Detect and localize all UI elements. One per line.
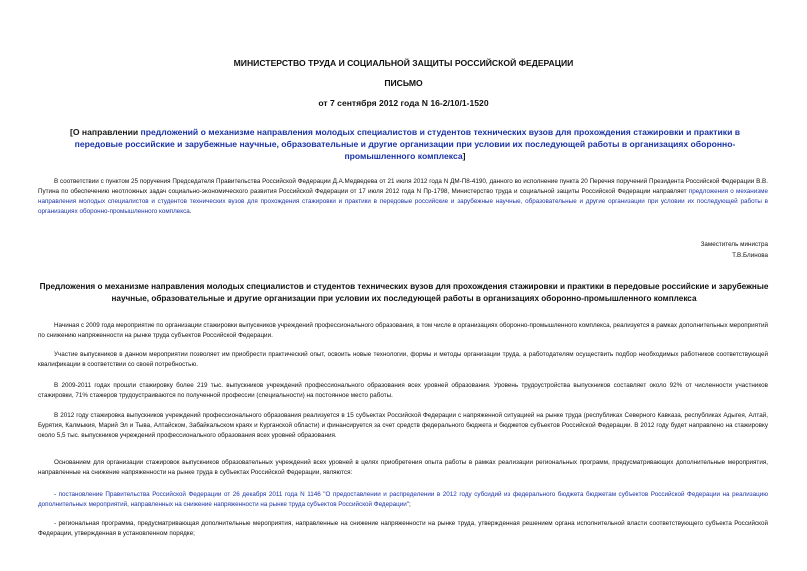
proposals-paragraph-1: Начиная с 2009 года мероприятие по организации стажировки выпускников учреждений профессионального образования, в том числе в организациях оборонно-промышленного комплекса, реализуется в рамках дополнительных мероприятий по снижению напряженности на рынке труда субъектов Российской Федерации.	[38, 322, 768, 339]
signature-block	[560, 239, 768, 261]
title-link[interactable]: предложений о механизме направления молодых специалистов и студентов технических вузов для прохождения стажировки и практики в передовые российские и зарубежные научные, образовательные и другие организации при условии их последующей работы в организациях оборонно-промышленного комплекса	[74, 127, 741, 161]
title-suffix: ]	[462, 151, 466, 161]
document-title	[50, 126, 760, 162]
proposals-list-item-decree	[38, 490, 768, 510]
intro-text: В соответствии с пунктом 25 поручения Председателя Правительства Российской Федерации Д.А.Медведева от 21 июля 2012 года N ДМ-П8-4190, данного во исполнение пункта 20 Перечня поручений Президента Российской Федерации В.В. Путина по обеспечению неотложных задач социально-экономического развития Российской Федерации от 17 июля 2012 года N Пр-1798, Министерство труда и социальной защиты Российской Федерации направляет	[38, 178, 768, 195]
proposals-paragraph-2: Участие выпускников в данном мероприятии позволяет им приобрести практический опыт, освоить новые технологии, формы и методы организации труда, а работодателям осуществить подбор необходимых работников соответствующей квалификации в соответствии со своей потребностью.	[38, 351, 768, 368]
document-type: ПИСЬМО	[384, 78, 423, 88]
signer-name: Т.В.Блинова	[732, 252, 768, 259]
list-dash: -	[54, 491, 59, 498]
proposals-paragraph-4: В 2012 году стажировка выпускников учреждений профессионального образования реализуется в 15 субъектах Российской Федерации с напряженной ситуацией на рынке труда (республиках Северного Кавказа, республиках Адыгея, Алтай, Бурятия, Калмыкия, Марий Эл и Тыва, Алтайском, Забайкальском краях и Курганской области) и финансируется за счет средств федерального бюджета и бюджетов субъектов Российской Федерации. В 2012 году будет направлено на стажировку около 5,5 тыс. выпускников учреждений профессионального образования всех уровней образования.	[38, 412, 768, 439]
proposals-paragraph-5: Основанием для организации стажировок выпускников образовательных учреждений всех уровней в целях приобретения опыта работы в рамках реализации региональных программ, предусматривающих дополнительные мероприятия, направленные на снижение напряженности на рынке труда в субъектах Российской Федерации, являются:	[38, 459, 768, 476]
intro-paragraph	[38, 177, 768, 217]
signer-position: Заместитель министра	[700, 241, 768, 248]
decree-link[interactable]: постановление Правительства Российской Федерации от 26 декабря 2011 года N 1146 "О предоставлении и распределении в 2012 году субсидий из федерального бюджета бюджетам субъектов Российской Федерации на реализацию дополнительных мероприятий, направленных на снижение напряженности на рынке труда субъектов Российской Федерации"	[38, 491, 768, 508]
ministry-heading: МИНИСТЕРСТВО ТРУДА И СОЦИАЛЬНОЙ ЗАЩИТЫ РОССИЙСКОЙ ФЕДЕРАЦИИ	[233, 58, 574, 68]
proposals-list-item-regional: - региональная программа, предусматривающая дополнительные мероприятия, направленные на снижение напряженности на рынке труда, утвержденная решением органа исполнительной власти соответствующего субъекта Российской Федерации, утвержденная в установленном порядке;	[38, 520, 768, 537]
list-item-suffix: ;	[409, 501, 411, 508]
intro-proposals-link[interactable]: предложения о механизме направления молодых специалистов и студентов технических вузов для прохождения стажировки и практики в передовые российские и зарубежные научные, образовательные и другие организации при условии их последующей работы в организациях оборонно-промышленного комплекса	[38, 188, 768, 215]
intro-suffix: .	[189, 208, 192, 215]
proposals-title: Предложения о механизме направления молодых специалистов и студентов технических вузов для прохождения стажировки и практики в передовые российские и зарубежные научные, образовательные и другие организации при условии их последующей работы в организациях оборонно-промышленного комплекса	[39, 282, 769, 303]
proposals-paragraph-3: В 2009-2011 годах прошли стажировку более 219 тыс. выпускников учреждений профессионального образования всех уровней образования. Уровень трудоустройства выпускников составляет около 92% от численности участников стажировки, 71% стажеров трудоустраиваются по полученной профессии (специальности) на постоянное место работы.	[38, 382, 768, 399]
document-date-number: от 7 сентября 2012 года N 16-2/10/1-1520	[318, 98, 489, 108]
title-prefix: [О направлении	[69, 127, 141, 137]
